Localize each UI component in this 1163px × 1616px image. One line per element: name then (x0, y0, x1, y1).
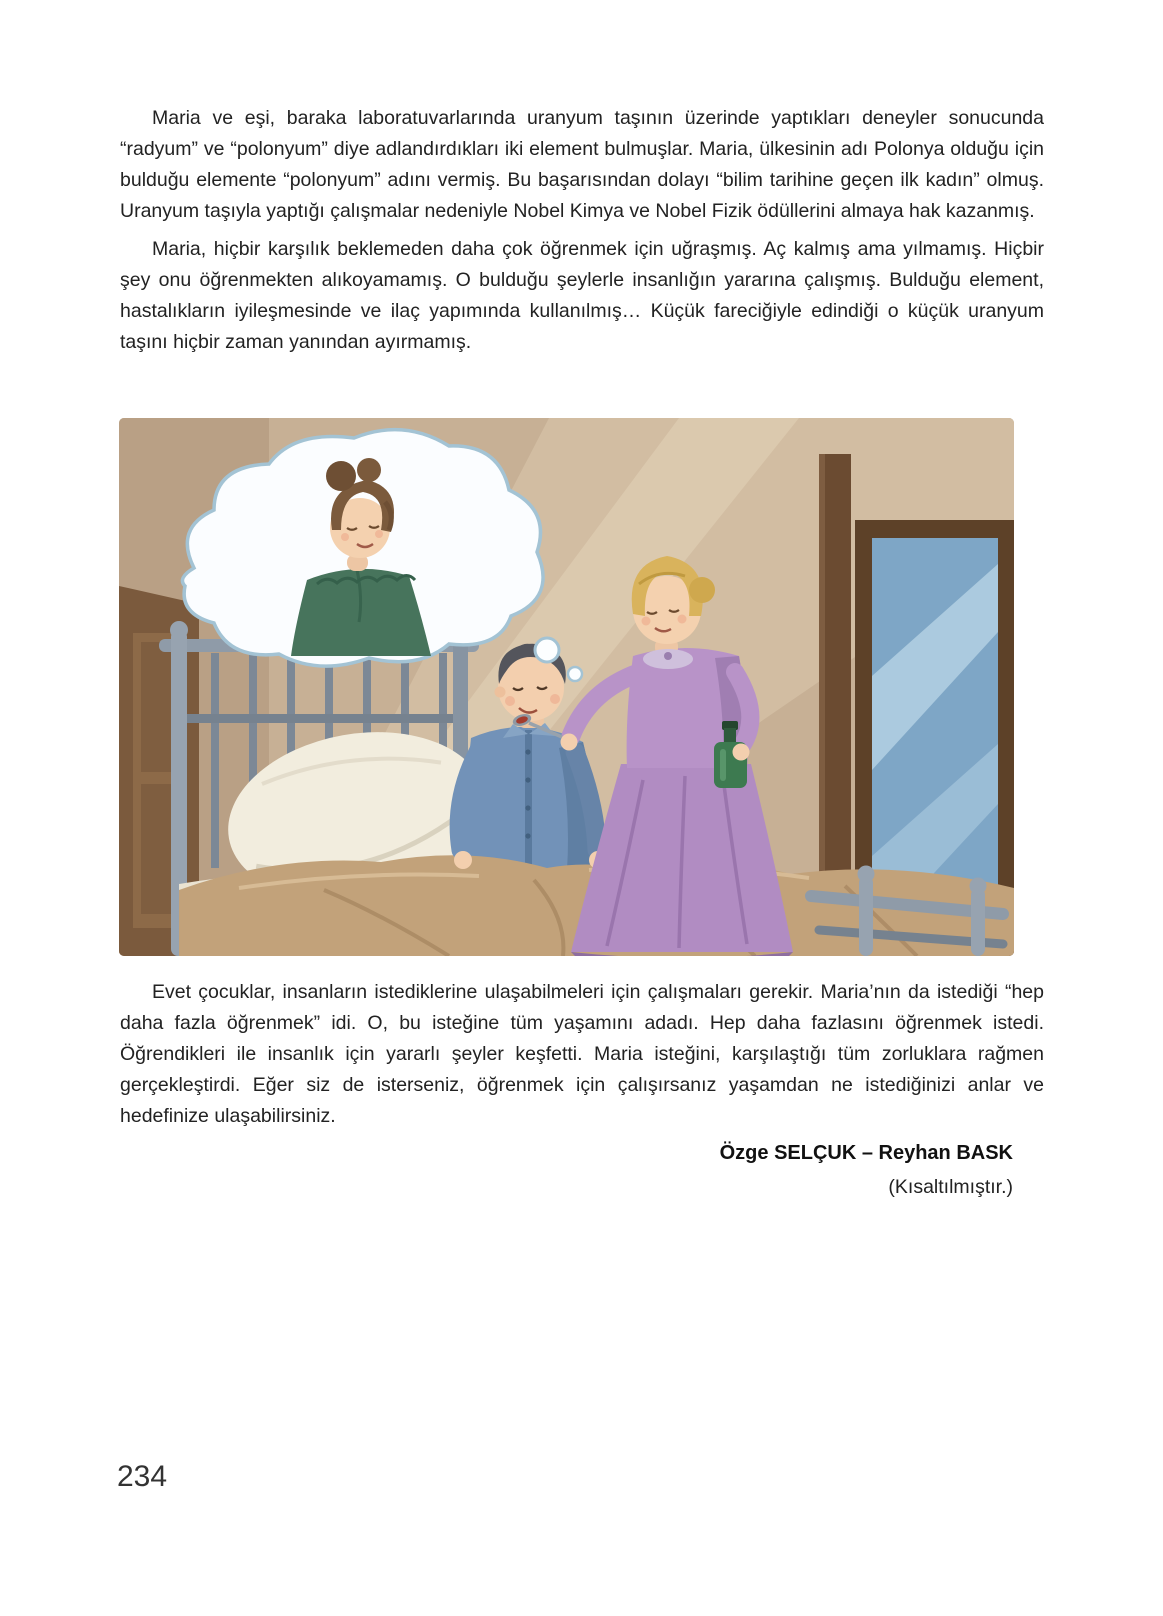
abridged-note: (Kısaltılmıştır.) (888, 1176, 1013, 1198)
story-text-bottom (120, 977, 1044, 1132)
story-text-top (120, 103, 1044, 358)
attribution (720, 1142, 1013, 1199)
illustration-scene (119, 418, 1014, 956)
story-paragraph-3: Evet çocuklar, insanların istediklerine ulaşabilmeleri için çalışmaları gerekir. Maria’nın da istediği “hep daha fazla öğrenmek” idi. O, bu isteğine tüm yaşamını adadı. Hep daha fazlasını öğrenmek istedi. Öğrendikleri ile insanlık için yararlı şeyler keşfetti. Maria isteğini, karşılaştığı tüm zorluklara rağmen gerçekleştirdi. Eğer siz de isterseniz, öğrenmek için çalışırsanız yaşamdan ne istediğinizi anlar ve hedefinize ulaşabilirsiniz. (120, 981, 1044, 1127)
story-illustration (119, 418, 1014, 956)
story-paragraph-2: Maria, hiçbir karşılık beklemeden daha çok öğrenmek için uğraşmış. Aç kalmış ama yılmamış. Hiçbir şey onu öğrenmekten alıkoyamamış. O bulduğu şeylerle insanlığın yararına çalışmış. Bulduğu element, hastalıkların iyileşmesinde ve ilaç yapımında kullanılmış… Küçük fareciğiyle edindiği o küçük uranyum taşını hiçbir zaman yanından ayırmamış. (120, 238, 1044, 353)
page-number: 234 (117, 1460, 168, 1493)
story-paragraph-1: Maria ve eşi, baraka laboratuvarlarında uranyum taşının üzerinde yaptıkları deneyler sonucunda “radyum” ve “polonyum” diye adlandırdıkları iki element bulmuşlar. Maria, ülkesinin adı Polonya olduğu için bulduğu elemente “polonyum” adını vermiş. Bu başarısından dolayı “bilim tarihine geçen ilk kadın” olmuş. Uranyum taşıyla yaptığı çalışmalar nedeniyle Nobel Kimya ve Nobel Fizik ödüllerini almaya hak kazanmış. (120, 107, 1044, 222)
author-names: Özge SELÇUK – Reyhan BASK (719, 1142, 1013, 1164)
